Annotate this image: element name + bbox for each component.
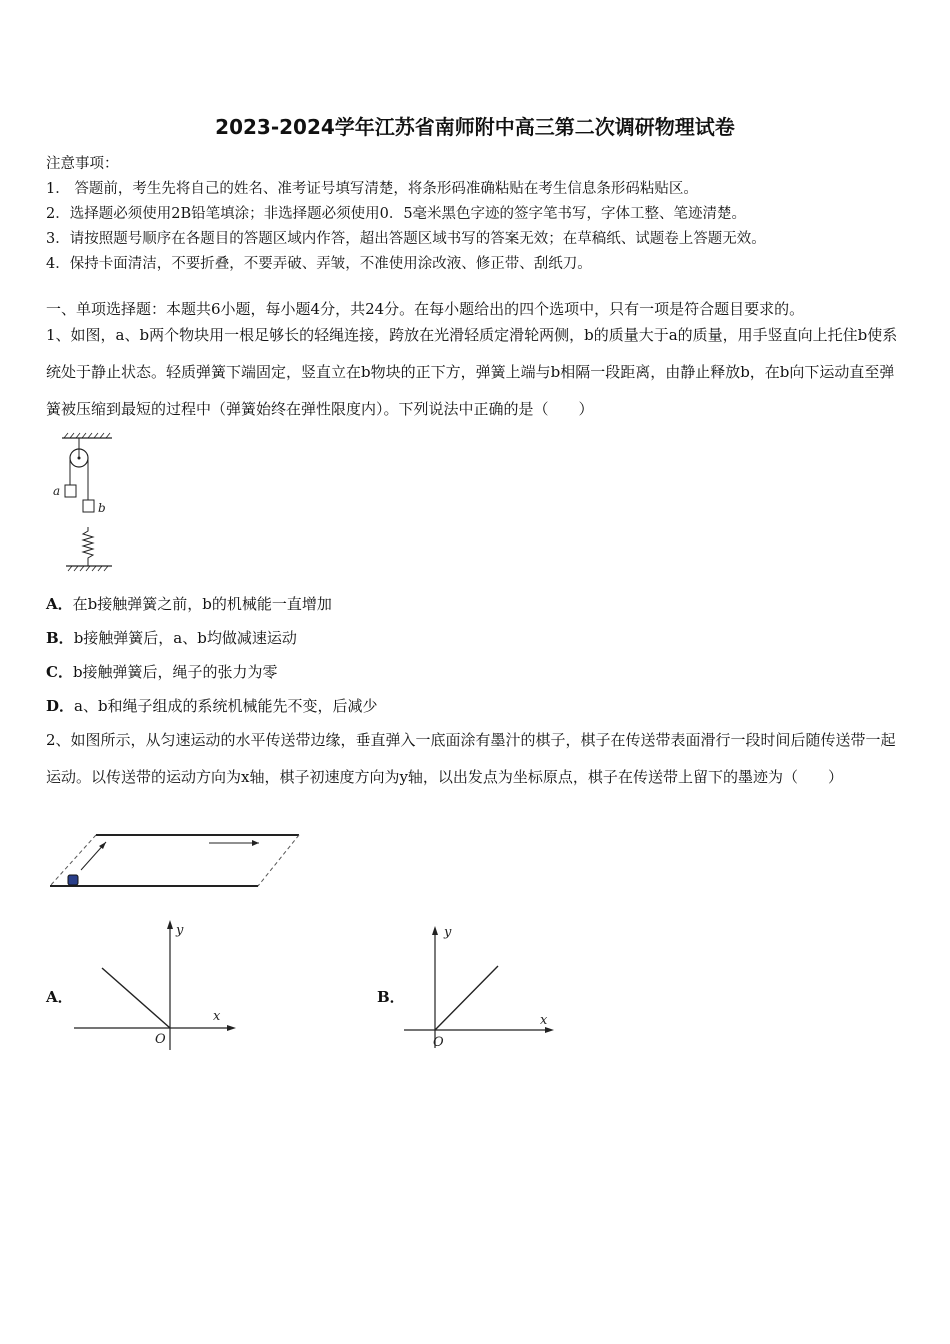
question-1-option-d[interactable] bbox=[46, 695, 378, 716]
question-2-stem: 2、如图所示，从匀速运动的水平传送带边缘，垂直弹入一底面涂有墨汁的棋子，棋子在传送带表面滑行一段时间后随传送带一起运动。以传送带的运动方向为x轴，棋子初速度方向为y轴，以出发点为坐标原点，棋子在传送带上留下的墨迹为（ ） bbox=[46, 731, 896, 786]
origin-label: O bbox=[433, 1035, 444, 1050]
question-1-stem: 1、如图，a、b两个物块用一根足够长的轻绳连接，跨放在光滑轻质定滑轮两侧，b的质量大于a的质量，用手竖直向上托住b使系统处于静止状态。轻质弹簧下端固定，竖直立在b物块的正下方，弹簧上端与b相隔一段距离，由静止释放b，在b向下运动直至弹簧被压缩到最短的过程中（弹簧始终在弹性限度内）。下列说法中正确的是（ ） bbox=[46, 326, 898, 418]
notice-item-2: 2．选择题必须使用2B铅笔填涂；非选择题必须使用0．5毫米黑色字迹的签字笔书写，字体工整、笔迹清楚。 bbox=[46, 206, 747, 222]
option-label: A． bbox=[46, 595, 73, 613]
y-axis-label: y bbox=[444, 925, 452, 940]
conveyor-belt-figure bbox=[44, 830, 306, 892]
option-text: a、b和绳子组成的系统机械能先不变，后减少 bbox=[74, 697, 378, 715]
option-label: D． bbox=[46, 697, 75, 715]
block-b-label: b bbox=[98, 501, 106, 515]
question-2-choice-b-graph[interactable] bbox=[400, 920, 560, 1052]
question-1-option-b[interactable] bbox=[46, 627, 297, 648]
question-2-choice-a-graph[interactable] bbox=[70, 916, 240, 1054]
notice-item-3: 3．请按照题号顺序在各题目的答题区域内作答，超出答题区域书写的答案无效；在草稿纸、试题卷上答题无效。 bbox=[46, 231, 766, 247]
notice-item-4: 4．保持卡面清洁，不要折叠，不要弄破、弄皱，不准使用涂改液、修正带、刮纸刀。 bbox=[46, 256, 592, 272]
question-1-option-c[interactable] bbox=[46, 661, 278, 682]
notice-item-1: 1． 答题前，考生先将自己的姓名、准考证号填写清楚，将条形码准确粘贴在考生信息条形码粘贴区。 bbox=[46, 181, 698, 197]
option-text: b接触弹簧后，绳子的张力为零 bbox=[72, 663, 278, 681]
option-label: B． bbox=[46, 629, 74, 647]
block-a-label: a bbox=[53, 484, 61, 498]
x-axis-label: x bbox=[540, 1013, 548, 1028]
pulley-spring-figure bbox=[50, 432, 130, 574]
notice-heading: 注意事项： bbox=[46, 156, 119, 172]
option-text: b接触弹簧后，a、b均做减速运动 bbox=[73, 629, 297, 647]
option-text: 在b接触弹簧之前，b的机械能一直增加 bbox=[72, 595, 332, 613]
page-title: 2023-2024学年江苏省南师附中高三第二次调研物理试卷 bbox=[215, 115, 735, 139]
question-2-choice-a-label[interactable]: A． bbox=[46, 988, 73, 1006]
origin-label: O bbox=[155, 1032, 166, 1047]
question-1-option-a[interactable] bbox=[46, 593, 332, 614]
question-2-choice-b-label[interactable]: B． bbox=[377, 988, 405, 1006]
section-heading: 一、单项选择题：本题共6小题，每小题4分，共24分。在每小题给出的四个选项中，只有一项是符合题目要求的。 bbox=[46, 300, 805, 318]
option-label: C． bbox=[46, 663, 73, 681]
x-axis-label: x bbox=[213, 1009, 221, 1024]
y-axis-label: y bbox=[176, 923, 184, 938]
